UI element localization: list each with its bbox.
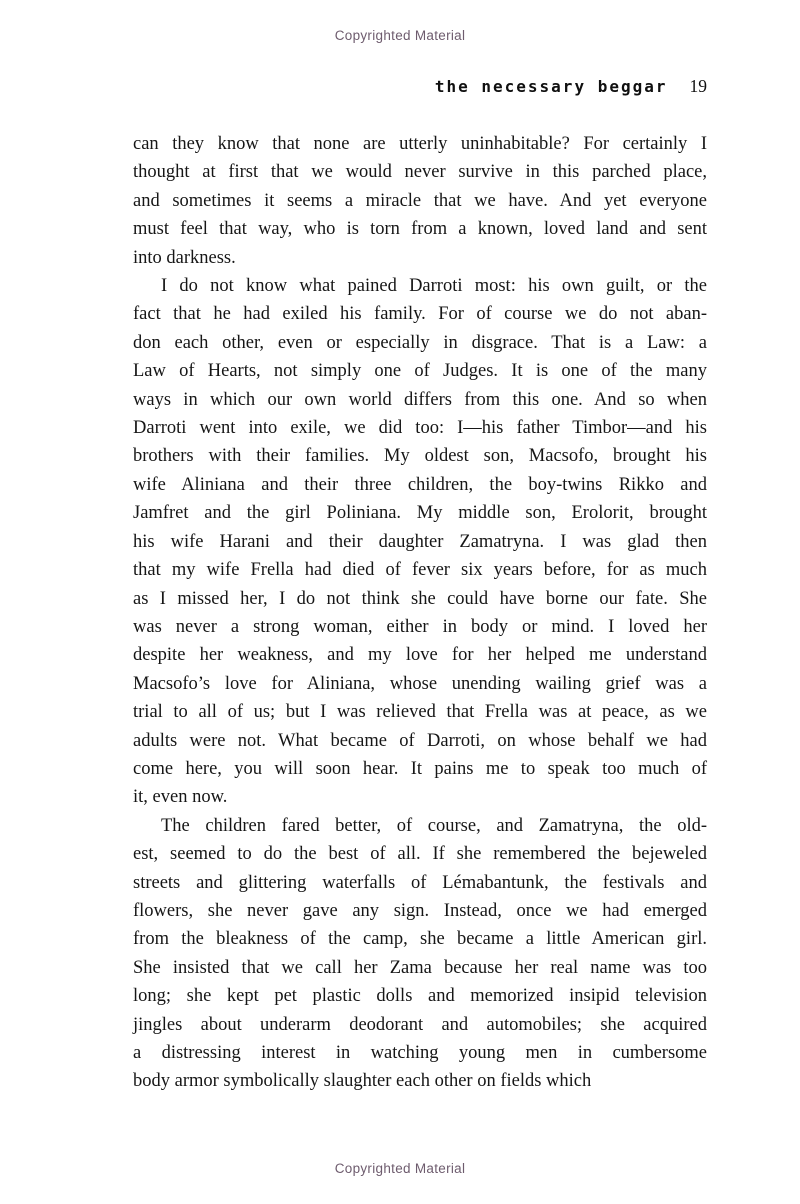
text-line: fact that he had exiled his family. For of course we do not aban- [133,304,707,325]
text-line: into darkness. [133,247,236,268]
page-header [133,76,707,97]
text-line: brothers with their families. My oldest son, Macsofo, brought his [133,446,707,467]
text-line: it, even now. [133,787,228,808]
paragraph [133,130,707,272]
running-head-title: the necessary beggar [434,77,668,96]
text-line: Law of Hearts, not simply one of Judges. It is one of the many [133,361,707,382]
text-line: can they know that none are utterly uninhabitable? For certainly I [133,134,707,154]
copyright-notice-bottom: Copyrighted Material [334,1161,466,1176]
text-line: thought at first that we would never survive in this parched place, [133,162,707,183]
text-line: that my wife Frella had died of fever six years before, for as much [133,560,707,581]
text-line: long; she kept pet plastic dolls and memorized insipid television [133,986,707,1007]
text-line: adults were not. What became of Darroti, on whose behalf we had [133,730,707,751]
text-line: est, seemed to do the best of all. If she remembered the bejeweled [133,844,707,865]
paragraph [133,812,707,1096]
text-line: jingles about underarm deodorant and automobiles; she acquired [133,1014,707,1035]
text-line: his wife Harani and their daughter Zamatryna. I was glad then [133,531,707,552]
copyright-notice-top: Copyrighted Material [334,28,466,43]
text-line: from the bleakness of the camp, she became a little American girl. [133,929,707,950]
text-line: She insisted that we call her Zama because her real name was too [133,957,707,978]
text-line: don each other, even or especially in disgrace. That is a Law: a [133,332,707,353]
text-line: trial to all of us; but I was relieved that Frella was at peace, as we [133,702,707,723]
text-line: despite her weakness, and my love for her helped me understand [133,645,707,666]
text-line: Macsofo’s love for Aliniana, whose unending wailing grief was a [133,673,707,694]
page-text [133,130,707,1096]
text-line: ways in which our own world differs from this one. And so when [133,389,707,410]
page-number: 19 [689,76,707,96]
text-line: Jamfret and the girl Poliniana. My middle son, Erolorit, brought [133,503,707,524]
paragraph [133,272,707,812]
text-line: flowers, she never gave any sign. Instead, once we had emerged [133,900,707,921]
text-line: was never a strong woman, either in body or mind. I loved her [133,616,707,637]
text-line: and sometimes it seems a miracle that we have. And yet everyone [133,190,707,211]
text-line: wife Aliniana and their three children, the boy-twins Rikko and [133,474,707,495]
text-line: Darroti went into exile, we did too: I—his father Timbor—and his [133,418,707,439]
text-line: come here, you will soon hear. It pains me to speak too much of [133,758,707,779]
text-line: as I missed her, I do not think she could have borne our fate. She [133,588,707,609]
text-line: streets and glittering waterfalls of Lémabantunk, the festivals and [133,872,707,893]
text-line: I do not know what pained Darroti most: his own guilt, or the [161,276,707,297]
text-line: a distressing interest in watching young men in cumbersome [133,1043,707,1063]
text-line: must feel that way, who is torn from a known, loved land and sent [133,219,707,240]
text-line: The children fared better, of course, and Zamatryna, the old- [161,815,707,836]
text-line: body armor symbolically slaughter each other on fields which [133,1071,592,1092]
